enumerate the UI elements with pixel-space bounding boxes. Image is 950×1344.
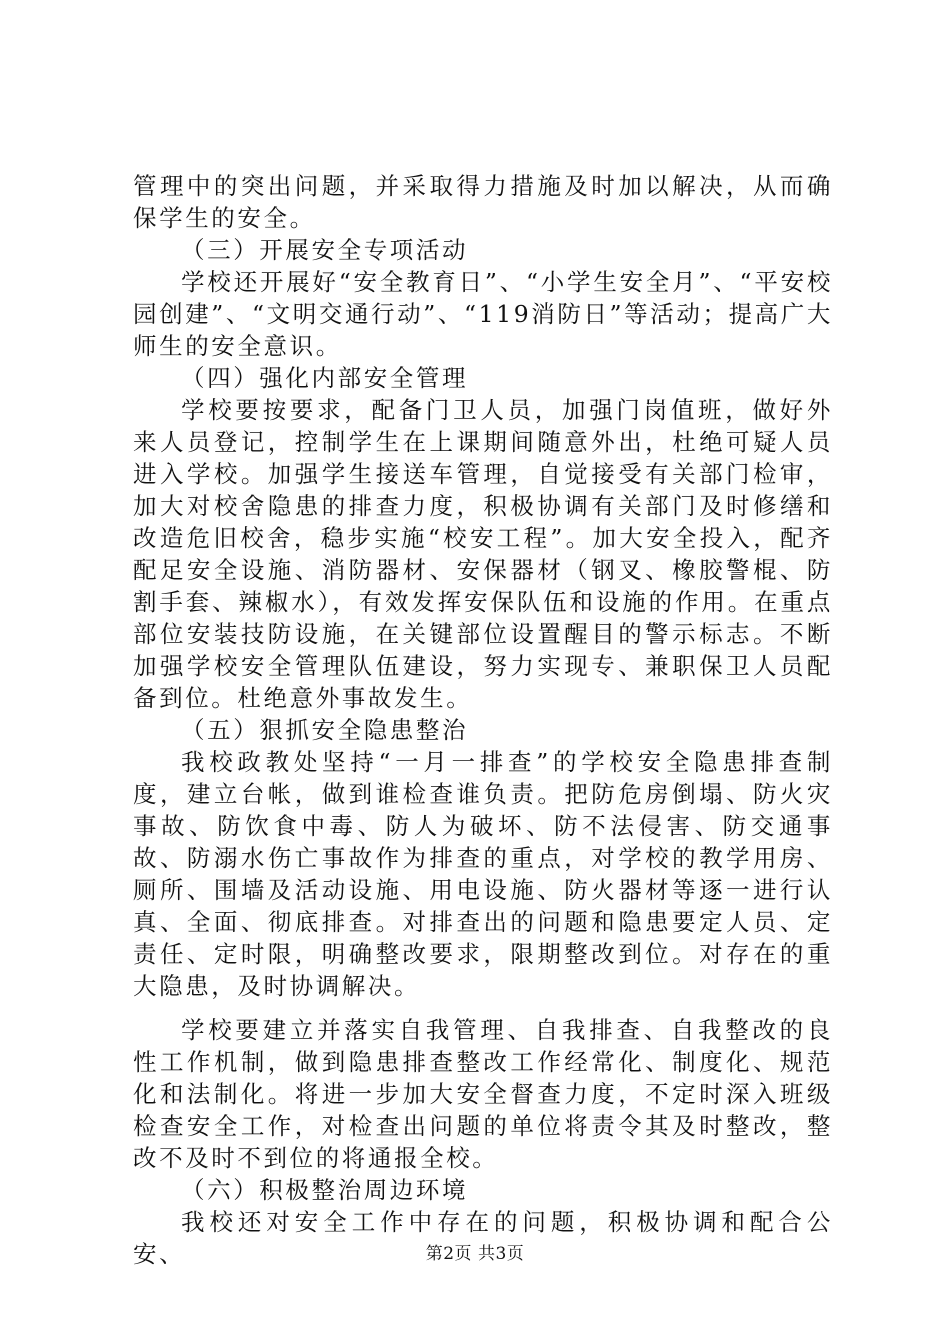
section-heading-3: （三）开展安全专项活动 bbox=[181, 236, 469, 264]
paragraph-continuation: 管理中的突出问题，并采取得力措施及时加以解决，从而确保学生的安全。 bbox=[133, 172, 833, 232]
paragraph-internal-management: 学校要按要求，配备门卫人员，加强门岗值班，做好外来人员登记，控制学生在上课期间随意外出，杜绝可疑人员进入学校。加强学生接送车管理，自觉接受有关部门检审，加大对校舍隐患的排查力度，积极协调有关部门及时修缮和改造危旧校舍，稳步实施“校安工程”。加大安全投入，配齐配足安全设施、消防器材、安保器材（钢叉、橡胶警棍、防割手套、辣椒水），有效发挥安保队伍和设施的作用。在重点部位安装技防设施，在关键部位设置醒目的警示标志。不断加强学校安全管理队伍建设，努力实现专、兼职保卫人员配备到位。杜绝意外事故发生。 bbox=[133, 396, 833, 712]
paragraph-hazard-inspection: 我校政教处坚持“一月一排查”的学校安全隐患排查制度，建立台帐，做到谁检查谁负责。把防危房倒塌、防火灾事故、防饮食中毒、防人为破坏、防不法侵害、防交通事故、防溺水伤亡事故作为排查的重点，对学校的教学用房、厕所、围墙及活动设施、用电设施、防火器材等逐一进行认真、全面、彻底排查。对排查出的问题和隐患要定人员、定责任、定时限，明确整改要求，限期整改到位。对存在的重大隐患，及时协调解决。 bbox=[133, 748, 833, 1000]
page-footer bbox=[0, 1243, 950, 1265]
paragraph-activities: 学校还开展好“安全教育日”、“小学生安全月”、“平安校园创建”、“文明交通行动”、“119消防日”等活动；提高广大师生的安全意识。 bbox=[133, 268, 833, 360]
paragraph-surroundings: 我校还对安全工作中存在的问题，积极协调和配合公安、 bbox=[133, 1208, 833, 1268]
document-body bbox=[133, 170, 833, 1270]
section-heading-5: （五）狠抓安全隐患整治 bbox=[181, 716, 469, 744]
section-heading-4: （四）强化内部安全管理 bbox=[181, 364, 469, 392]
section-heading-6: （六）积极整治周边环境 bbox=[181, 1176, 469, 1204]
page-number-label: 第2页 共3页 bbox=[425, 1244, 525, 1264]
paragraph-work-mechanism: 学校要建立并落实自我管理、自我排查、自我整改的良性工作机制，做到隐患排查整改工作经常化、制度化、规范化和法制化。将进一步加大安全督查力度，不定时深入班级检查安全工作，对检查出问题的单位将责令其及时整改，整改不及时不到位的将通报全校。 bbox=[133, 1016, 833, 1172]
